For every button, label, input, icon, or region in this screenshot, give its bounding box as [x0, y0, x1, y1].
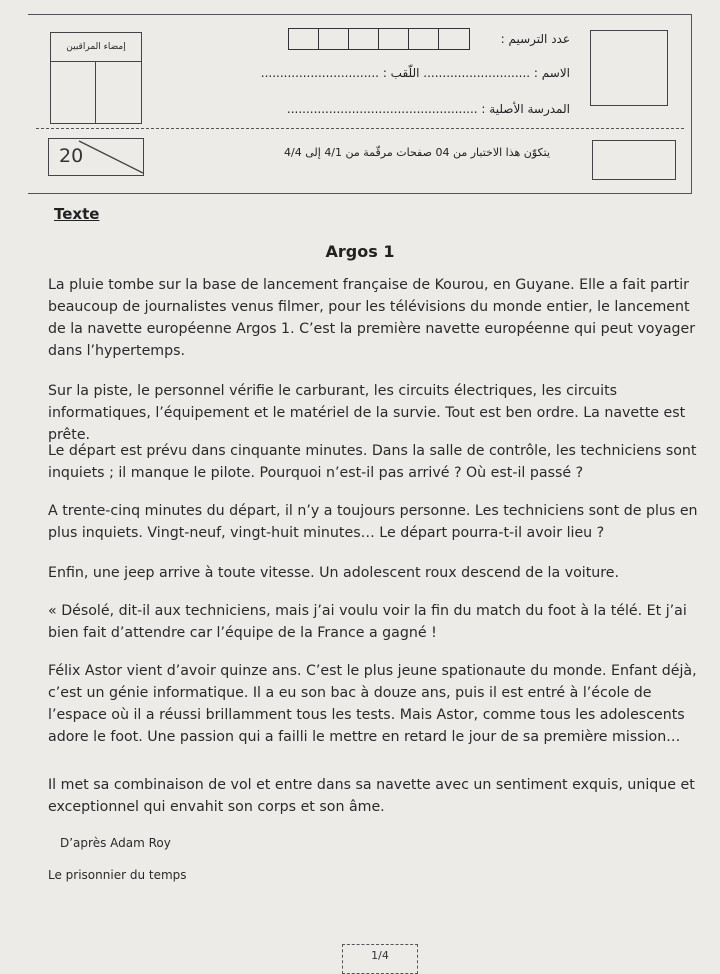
mark-box — [592, 140, 676, 180]
registration-cell — [319, 29, 349, 49]
registration-label: عدد الترسيم : — [500, 32, 570, 46]
supervisor-signature-box — [50, 32, 142, 124]
paragraph-4: A trente-cinq minutes du départ, il n’y a toujours personne. Les techniciens sont de plus en plus inquiets. Vingt-neuf, vingt-huit minutes… Le départ pourra-t-il avoir lieu ? — [48, 503, 698, 541]
source-author: D’après Adam Roy — [60, 836, 171, 850]
page-number: 1/4 — [342, 944, 418, 974]
paragraph-8: Il met sa combinaison de vol et entre dans sa navette avec un sentiment exquis, unique et exceptionnel qui envahit son corps et son âme. — [48, 777, 695, 815]
photo-box — [590, 30, 668, 106]
paragraph-2: Sur la piste, le personnel vérifie le carburant, les circuits électriques, les circuits informatiques, l’équipement et le matériel de la survie. Tout est ben ordre. La navette est prête. — [48, 383, 686, 443]
registration-number-boxes — [288, 28, 470, 50]
source-book: Le prisonnier du temps — [48, 868, 187, 882]
exam-info: يتكوّن هذا الاختبار من 04 صفحات مرقّمة من 4/1 إلى 4/4 — [284, 146, 550, 159]
grade-value: 20 — [59, 145, 84, 167]
registration-cell — [379, 29, 409, 49]
registration-cell — [439, 29, 469, 49]
paragraph-5: Enfin, une jeep arrive à toute vitesse. Un adolescent roux descend de la voiture. — [48, 565, 620, 581]
signature-label: إمضاء المراقبين — [51, 33, 141, 62]
text-title: Argos 1 — [325, 242, 395, 261]
cut-line — [36, 128, 684, 129]
registration-cell — [289, 29, 319, 49]
name-line: الاسم : ............................ اللّقب : ............................... — [260, 66, 570, 80]
paragraph-7: Félix Astor vient d’avoir quinze ans. C’est le plus jeune spationaute du monde. Enfant déjà, c’est un génie informatique. Il a eu son bac à douze ans, puis il est entré à l’école de l’espace où il a réussi brillamment tous les tests. Mais Astor, comme tous les adolescents adore le foot. Une passion qui a failli le mettre en retard le jour de sa première mission… — [48, 663, 697, 745]
grade-box — [48, 138, 144, 176]
registration-cell — [409, 29, 439, 49]
section-label: Texte — [54, 205, 100, 223]
grade-slash — [49, 139, 144, 176]
signature-divider — [95, 61, 96, 123]
paragraph-3: Le départ est prévu dans cinquante minutes. Dans la salle de contrôle, les techniciens sont inquiets ; il manque le pilote. Pourquoi n’est-il pas arrivé ? Où est-il passé ? — [48, 443, 697, 481]
paragraph-1: La pluie tombe sur la base de lancement française de Kourou, en Guyane. Elle a fait partir beaucoup de journalistes venus filmer, pour les télévisions du monde entier, le lancement de la navette européenne Argos 1. C’est la première navette européenne qui peut voyager dans l’hypertemps. — [48, 277, 696, 359]
registration-cell — [349, 29, 379, 49]
school-line: المدرسة الأصلية : .................................................. — [286, 102, 570, 116]
paragraph-6: « Désolé, dit-il aux techniciens, mais j’ai voulu voir la fin du match du foot à la télé. Et j’ai bien fait d’attendre car l’équipe de la France a gagné ! — [48, 603, 687, 641]
